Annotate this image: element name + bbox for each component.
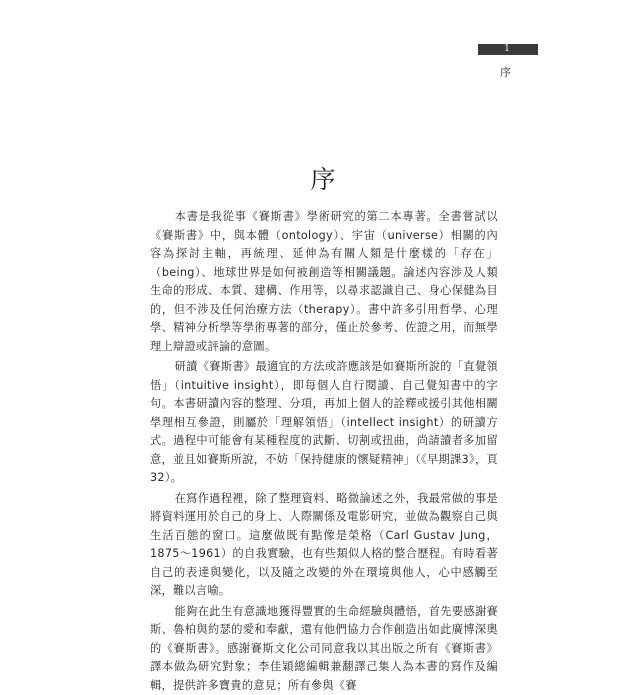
running-head: 序 <box>500 66 511 80</box>
paragraph-4: 能夠在此生有意識地獲得豐實的生命經驗與體悟，首先要感謝賽斯、魯柏與約瑟的愛和奉獻，還有他們協力合作創造出如此廣博深奧的《賽斯書》。感謝賽斯文化公司同意我以其出版之所有《賽斯書》譯本做為研究對象；李佳穎總編輯兼翻譯己集人為本書的寫作及編輯，提供許多寶貴的意見；所有參與《賽 <box>150 603 498 695</box>
chapter-title: 序 <box>303 165 343 195</box>
body-text <box>150 208 498 695</box>
paragraph-1: 本書是我從事《賽斯書》學術研究的第二本專著。全書嘗試以《賽斯書》中，與本體（ontology）、宇宙（universe）相關的內容為探討主軸，再統理、延伸為有關人類是什麼樣的「存在」（being）、地球世界是如何被創造等相關議題。論述內容涉及人類生命的形成、本質、建構、作用等，以尋求認識自己、身心保健為目的，但不涉及任何治療方法（therapy）。書中許多引用哲學、心理學、精神分析學等學術專著的部分，僅止於參考、佐證之用，而無學理上辯證或評論的意圖。 <box>150 208 498 356</box>
page-number: 1 <box>497 43 517 55</box>
paragraph-3: 在寫作過程裡，除了整理資料、略微論述之外，我最常做的事是將資料運用於自己的身上、人際關係及電影研究，並做為觀察自己與生活百態的窗口。這麼做既有點像是榮格（Carl Gustav Jung，1875～1961）的自我實驗，也有些類似人格的整合歷程。有時看著自己的表達與變化，以及隨之改變的外在環境與他人，心中感觸至深，難以言喻。 <box>150 490 498 601</box>
paragraph-2: 研讀《賽斯書》最適宜的方法或許應該是如賽斯所說的「直覺領悟」（intuitive insight），即每個人自行閱讀、自己覺知書中的字句。本書研讀內容的整理、分項，再加上個人的詮釋或援引其他相關學理相互參證，則屬於「理解領悟」（intellect insight）的研讀方式。過程中可能會有某種程度的武斷、切割或扭曲，尚請讀者多加留意，並且如賽斯所說，不妨「保持健康的懷疑精神」（《早期課3》，頁32）。 <box>150 358 498 488</box>
